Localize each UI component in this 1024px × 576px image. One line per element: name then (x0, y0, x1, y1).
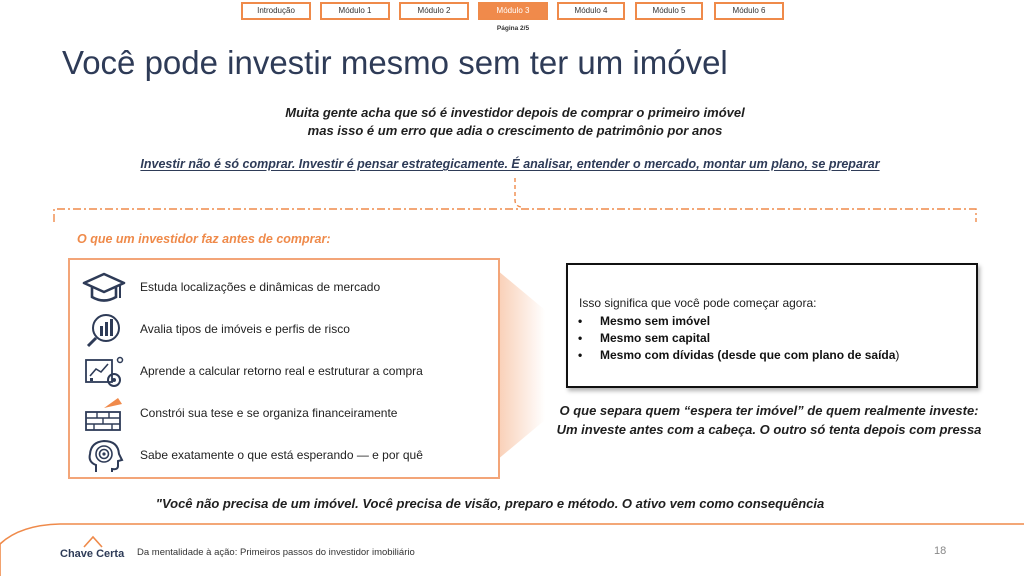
page-indicator: Página 2/5 (496, 25, 530, 32)
info-bullet-list (578, 313, 899, 364)
bullet-tail: ) (895, 348, 900, 362)
info-lead: Isso significa que você pode começar agora: (579, 296, 817, 310)
tab-modulo-2[interactable]: Módulo 2 (399, 2, 469, 20)
page-title: Você pode investir mesmo sem ter um imóvel (62, 44, 728, 81)
tab-modulo-6[interactable]: Módulo 6 (714, 2, 784, 20)
footer-subtitle: Da mentalidade à ação: Primeiros passos do investidor imobiliário (137, 547, 415, 558)
tab-modulo-5[interactable]: Módulo 5 (635, 2, 703, 20)
key-statement: Investir não é só comprar. Investir é pensar estrategicamente. É analisar, entender o mercado, montar um plano, se preparar (140, 157, 880, 171)
closing-quote: "Você não precisa de um imóvel. Você precisa de visão, preparo e método. O ativo vem como consequência (155, 496, 825, 511)
footer-arc (0, 516, 1024, 576)
contrast-line-1: O que separa quem “espera ter imóvel” de quem realmente investe: (559, 403, 979, 418)
tab-modulo-4[interactable]: Módulo 4 (557, 2, 625, 20)
brand-logo (60, 534, 130, 564)
bullet-text: Mesmo sem imóvel (600, 314, 711, 328)
bullet-text: Mesmo com dívidas (desde que com plano de saída (600, 348, 896, 362)
contrast-line-2: Um investe antes com a cabeça. O outro só tenta depois com pressa (556, 422, 982, 437)
step-text: Sabe exatamente o que está esperando — e por quê (140, 448, 423, 462)
page-number: 18 (934, 545, 947, 557)
tab-modulo-1[interactable]: Módulo 1 (320, 2, 390, 20)
step-text: Constrói sua tese e se organiza financeiramente (140, 406, 398, 420)
chart-magnifier-icon (82, 312, 126, 348)
head-target-icon (82, 438, 126, 474)
step-text: Avalia tipos de imóveis e perfis de risco (140, 322, 350, 336)
list-item (578, 347, 899, 364)
steps-panel (68, 258, 500, 479)
brick-wall-trowel-icon (82, 396, 126, 432)
analytics-gear-icon (82, 354, 126, 390)
list-item (78, 436, 496, 476)
intro-line-2: mas isso é um erro que adia o crescimento de patrimônio por anos (307, 123, 723, 138)
info-box (566, 263, 978, 388)
list-item (578, 313, 899, 330)
house-icon (82, 534, 104, 548)
list-item (578, 330, 899, 347)
intro-text (220, 104, 810, 140)
tab-modulo-3[interactable]: Módulo 3 (478, 2, 548, 20)
bullet-text: Mesmo sem capital (600, 331, 711, 345)
step-text: Estuda localizações e dinâmicas de mercado (140, 280, 381, 294)
tab-introducao[interactable]: Introdução (241, 2, 311, 20)
module-tabs (241, 2, 784, 20)
list-item (78, 268, 496, 308)
section-label: O que um investidor faz antes de comprar: (77, 232, 331, 246)
intro-line-1: Muita gente acha que só é investidor depois de comprar o primeiro imóvel (285, 105, 745, 120)
list-item (78, 352, 496, 392)
graduation-cap-icon (82, 270, 126, 306)
contrast-text (530, 401, 1008, 439)
list-item (78, 310, 496, 350)
step-text: Aprende a calcular retorno real e estruturar a compra (140, 364, 423, 378)
brand-name: Chave Certa (60, 548, 125, 560)
list-item (78, 394, 496, 434)
dashed-bracket (50, 176, 980, 224)
